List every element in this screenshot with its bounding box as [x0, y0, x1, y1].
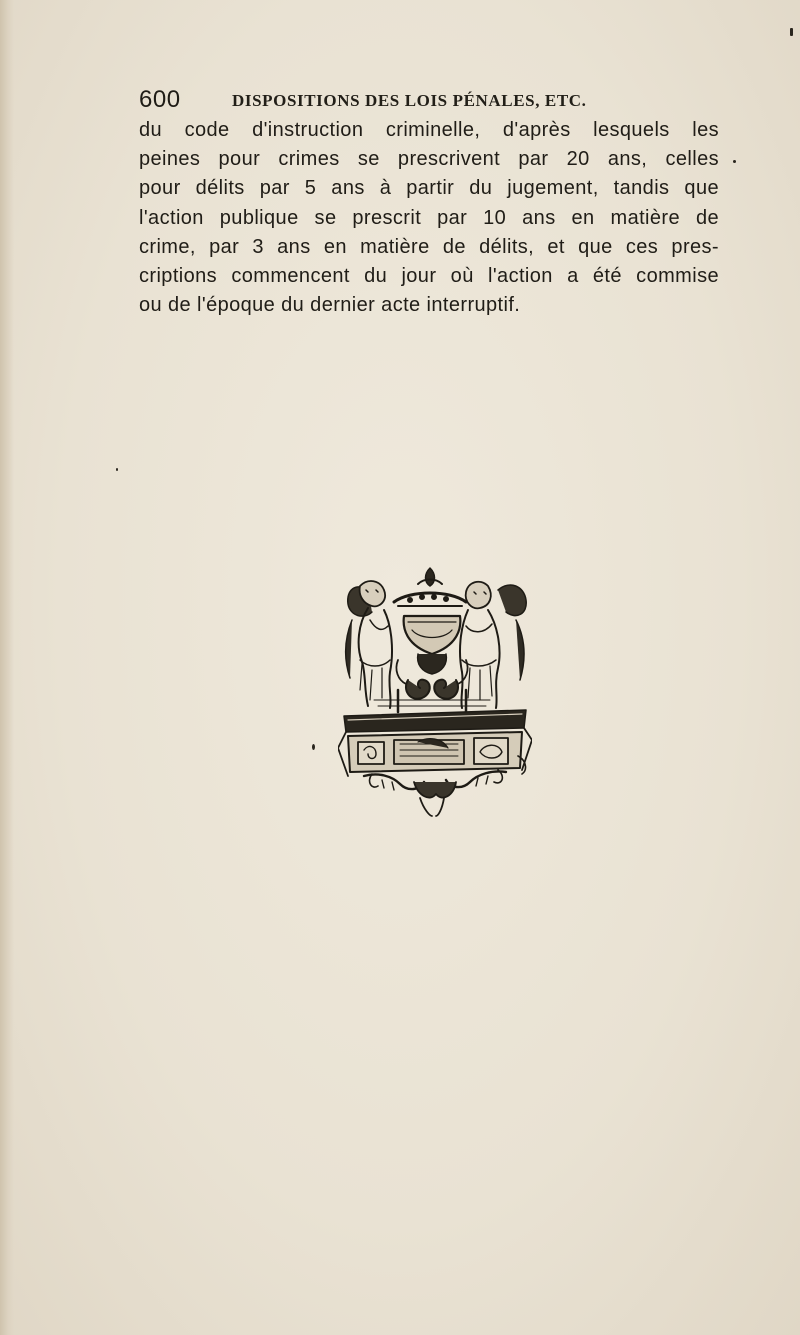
- cherubs-urn-vignette-icon: [338, 560, 532, 818]
- ink-speck: [790, 28, 793, 36]
- text-line: du code d'instruction criminelle, d'après lesquels les: [139, 119, 719, 141]
- page-binding-edge: [0, 0, 14, 1335]
- running-title: DISPOSITIONS DES LOIS PÉNALES, ETC.: [232, 91, 587, 110]
- text-line: peines pour crimes se prescrivent par 20 ans, celles: [139, 148, 719, 171]
- page-number: 600: [139, 86, 181, 113]
- text-line: l'action publique se prescrit par 10 ans en matière de: [139, 206, 719, 229]
- text-line: crime, par 3 ans en matière de délits, et que ces pres-: [139, 235, 719, 258]
- page-header: [139, 86, 719, 118]
- body-paragraph: [139, 116, 719, 320]
- text-line: ou de l'époque du dernier acte interruptif.: [139, 294, 521, 317]
- text-line: pour délits par 5 ans à partir du jugement, tandis que: [139, 177, 719, 200]
- text-line: criptions commencent du jour où l'action a été commise: [139, 265, 719, 288]
- ink-speck: [733, 160, 736, 163]
- ink-speck: [116, 468, 118, 471]
- ink-speck: [312, 744, 315, 750]
